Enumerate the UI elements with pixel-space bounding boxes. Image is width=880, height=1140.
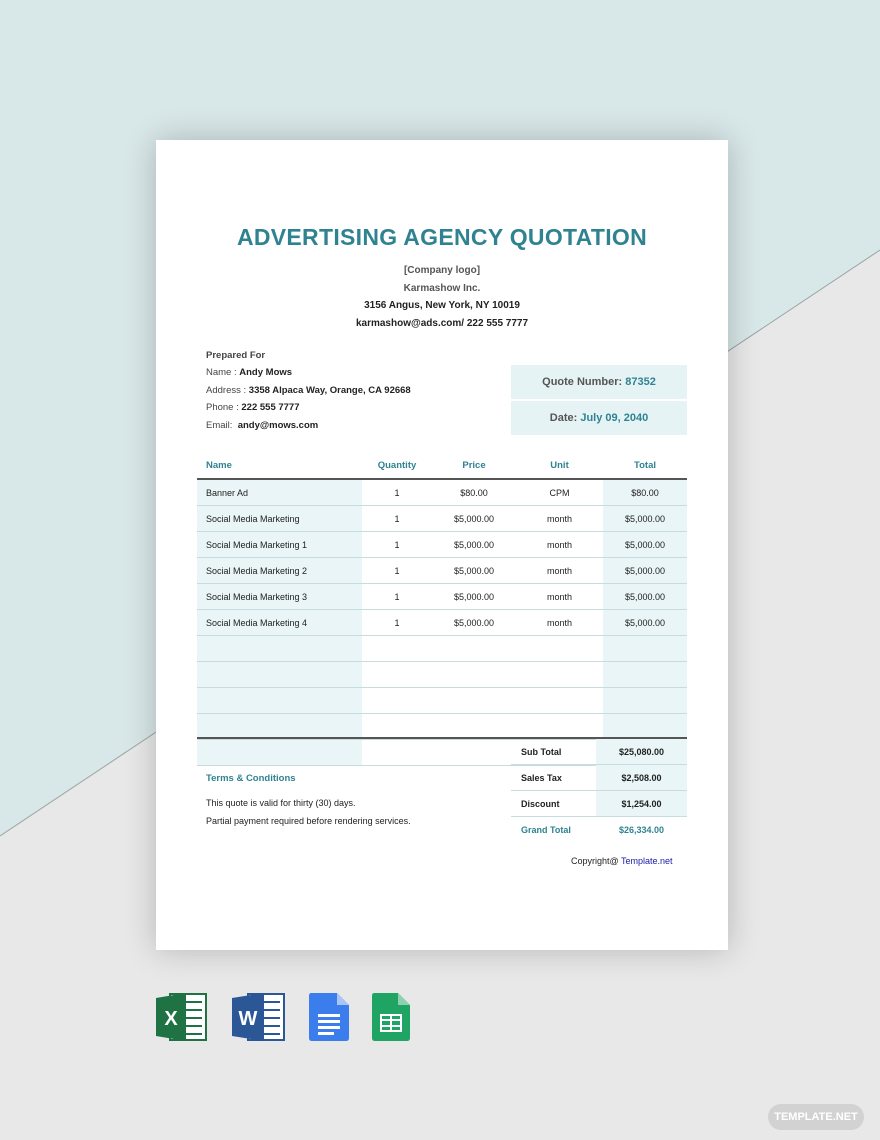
item-quantity-cell [362, 662, 432, 688]
table-row [197, 688, 687, 714]
excel-icon-letter: X [164, 1008, 178, 1030]
item-unit-cell [516, 688, 603, 714]
quote-date-box [511, 401, 687, 435]
client-name-label: Name : [206, 367, 237, 378]
item-total-cell: $5,000.00 [603, 584, 687, 610]
item-name-cell [197, 636, 362, 662]
item-total-cell: $5,000.00 [603, 558, 687, 584]
client-address: 3358 Alpaca Way, Orange, CA 92668 [248, 385, 411, 396]
table-row [197, 506, 687, 532]
quote-date-label: Date: [549, 412, 578, 424]
item-total-cell: $5,000.00 [603, 506, 687, 532]
prepared-for-heading: Prepared For [206, 350, 266, 361]
summary-table [511, 739, 687, 842]
item-price-cell: $80.00 [432, 479, 516, 506]
item-unit-cell [516, 636, 603, 662]
client-name-row [206, 367, 292, 378]
company-address: 3156 Angus, New York, NY 10019 [364, 300, 520, 311]
item-unit-cell: month [516, 506, 603, 532]
terms-line-2: Partial payment required before rendering services. [206, 816, 411, 826]
item-price-cell: $5,000.00 [432, 558, 516, 584]
item-quantity-cell: 1 [362, 610, 432, 636]
client-email-row [206, 420, 318, 431]
sales-tax-label: Sales Tax [511, 765, 596, 791]
item-name-cell: Social Media Marketing 3 [197, 584, 362, 610]
item-price-cell [432, 714, 516, 740]
table-row [197, 636, 687, 662]
table-row [197, 662, 687, 688]
item-unit-cell [516, 662, 603, 688]
item-name-cell [197, 688, 362, 714]
item-unit-cell: month [516, 532, 603, 558]
company-logo-placeholder: [Company logo] [403, 265, 481, 276]
item-total-cell: $5,000.00 [603, 532, 687, 558]
item-unit-cell: month [516, 558, 603, 584]
sales-tax-value: $2,508.00 [596, 765, 687, 791]
summary-row-grand-total [511, 817, 687, 843]
google-docs-icon[interactable] [308, 992, 350, 1042]
summary-row-tax [511, 765, 687, 791]
item-price-cell [432, 688, 516, 714]
client-address-row [206, 385, 411, 396]
item-name-cell: Social Media Marketing 1 [197, 532, 362, 558]
word-icon[interactable] [232, 992, 286, 1042]
item-total-cell: $5,000.00 [603, 610, 687, 636]
quote-number: 87352 [625, 376, 656, 388]
terms-line-1: This quote is valid for thirty (30) days. [206, 798, 356, 808]
subtotal-value: $25,080.00 [596, 739, 687, 765]
item-price-cell: $5,000.00 [432, 532, 516, 558]
item-quantity-cell: 1 [362, 584, 432, 610]
excel-icon[interactable] [156, 992, 208, 1042]
quote-number-label: Quote Number: [542, 376, 623, 388]
grand-total-label: Grand Total [521, 824, 571, 835]
google-sheets-icon[interactable] [371, 992, 411, 1042]
client-phone: 222 555 7777 [241, 402, 300, 413]
table-row [197, 610, 687, 636]
item-price-cell: $5,000.00 [432, 610, 516, 636]
table-row [197, 714, 687, 740]
column-header-total: Total [603, 452, 687, 479]
item-total-cell [603, 636, 687, 662]
item-name-cell: Social Media Marketing 2 [197, 558, 362, 584]
item-price-cell [432, 636, 516, 662]
company-contact: karmashow@ads.com/ 222 555 7777 [355, 318, 529, 329]
item-total-cell [603, 688, 687, 714]
page-title: ADVERTISING AGENCY QUOTATION [236, 224, 648, 250]
summary-row-subtotal [511, 739, 687, 765]
template-net-badge[interactable]: TEMPLATE.NET [768, 1104, 864, 1130]
column-header-quantity: Quantity [362, 452, 432, 479]
terms-heading: Terms & Conditions [206, 773, 296, 784]
item-name-cell: Banner Ad [197, 479, 362, 506]
subtotal-label: Sub Total [511, 739, 596, 765]
item-name-cell: Social Media Marketing 4 [197, 610, 362, 636]
word-icon-letter: W [238, 1008, 258, 1030]
quote-number-box [511, 365, 687, 399]
quote-date: July 09, 2040 [580, 412, 649, 424]
item-total-cell [603, 714, 687, 740]
copyright-link[interactable]: Template.net [621, 856, 673, 866]
item-total-cell: $80.00 [603, 479, 687, 506]
quotation-page [156, 140, 728, 950]
item-total-cell [603, 662, 687, 688]
client-phone-label: Phone : [206, 402, 239, 413]
item-price-cell: $5,000.00 [432, 506, 516, 532]
item-name-cell [197, 740, 362, 766]
discount-value: $1,254.00 [596, 791, 687, 817]
column-header-name: Name [197, 452, 362, 479]
item-quantity-cell [362, 740, 432, 766]
summary-row-discount [511, 791, 687, 817]
column-header-unit: Unit [516, 452, 603, 479]
item-quantity-cell [362, 714, 432, 740]
items-table [197, 452, 687, 766]
column-header-price: Price [432, 452, 516, 479]
table-row [197, 479, 687, 506]
item-price-cell [432, 740, 516, 766]
company-name: Karmashow Inc. [403, 283, 481, 294]
item-unit-cell: CPM [516, 479, 603, 506]
item-name-cell: Social Media Marketing [197, 506, 362, 532]
copyright [571, 856, 673, 866]
table-row [197, 532, 687, 558]
discount-label: Discount [511, 791, 596, 817]
client-address-label: Address : [206, 385, 247, 396]
client-name: Andy Mows [239, 367, 293, 378]
copyright-prefix: Copyright@ [571, 856, 621, 866]
item-quantity-cell: 1 [362, 532, 432, 558]
item-unit-cell [516, 714, 603, 740]
item-name-cell [197, 662, 362, 688]
table-row [197, 558, 687, 584]
item-quantity-cell: 1 [362, 479, 432, 506]
item-name-cell [197, 714, 362, 740]
client-email-label: Email: [206, 420, 233, 431]
table-row [197, 584, 687, 610]
item-quantity-cell: 1 [362, 558, 432, 584]
client-phone-row [206, 402, 300, 413]
item-unit-cell: month [516, 584, 603, 610]
item-quantity-cell [362, 688, 432, 714]
item-price-cell: $5,000.00 [432, 584, 516, 610]
grand-total-value: $26,334.00 [618, 824, 665, 835]
items-header-row [197, 452, 687, 479]
item-quantity-cell: 1 [362, 506, 432, 532]
item-unit-cell: month [516, 610, 603, 636]
item-quantity-cell [362, 636, 432, 662]
item-price-cell [432, 662, 516, 688]
client-email: andy@mows.com [237, 420, 319, 431]
